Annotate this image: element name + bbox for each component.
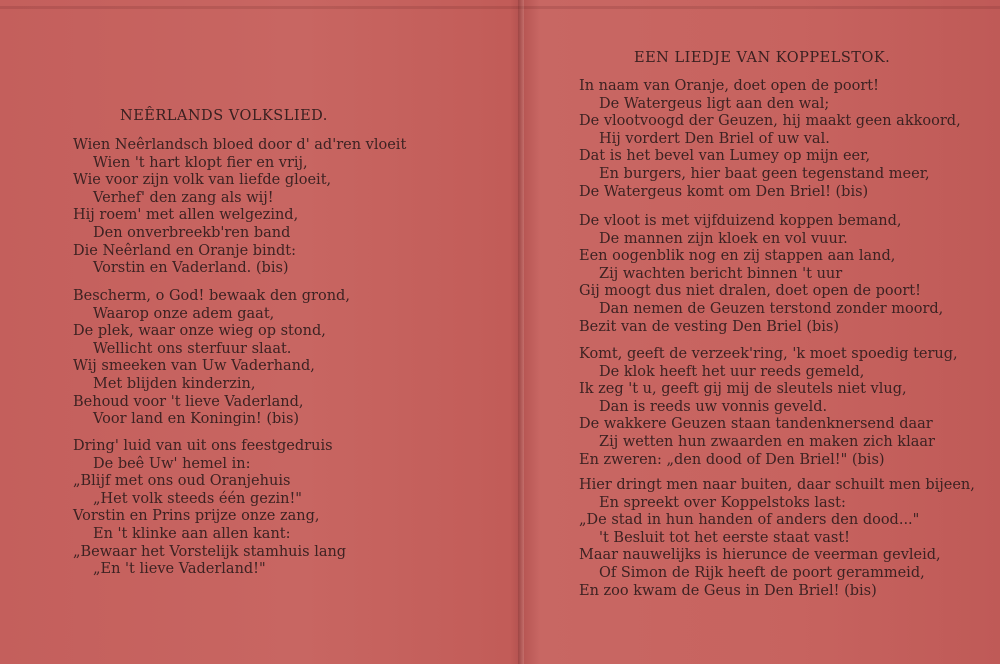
verse-line: De mannen zijn kloek en vol vuur.: [599, 230, 848, 247]
right-song-title: EEN LIEDJE VAN KOPPELSTOK.: [634, 50, 891, 66]
right-stanza-3: [579, 346, 958, 469]
verse-line: „En 't lieve Vaderland!": [93, 561, 266, 578]
verse-line: De Watergeus komt om Den Briel! (bis): [579, 183, 869, 200]
right-stanza-2: [579, 213, 943, 336]
verse-line: Den onverbreekb'ren band: [93, 224, 291, 241]
verse-line: Voor land en Koningin! (bis): [93, 411, 300, 428]
verse-line: Zij wachten bericht binnen 't uur: [599, 265, 843, 282]
verse-line: Behoud voor 't lieve Vaderland,: [73, 393, 304, 410]
verse-line: In naam van Oranje, doet open de poort!: [579, 78, 879, 94]
verse-line: Dring' luid van uit ons feestgedruis: [73, 438, 333, 454]
verse-line: En burgers, hier baat geen tegenstand meer,: [599, 165, 930, 182]
verse-line: Die Neêrland en Oranje bindt:: [73, 242, 297, 259]
verse-line: Bezit van de vesting Den Briel (bis): [579, 318, 839, 335]
verse-line: Of Simon de Rijk heeft de poort gerammeid,: [599, 564, 925, 581]
left-song-title: NEÊRLANDS VOLKSLIED.: [120, 108, 328, 124]
verse-line: De wakkere Geuzen staan tandenknersend daar: [579, 416, 933, 433]
verse-line: Wie voor zijn volk van liefde gloeit,: [73, 172, 332, 189]
verse-line: De plek, waar onze wieg op stond,: [73, 323, 326, 340]
verse-line: Dan is reeds uw vonnis geveld.: [599, 398, 828, 415]
verse-line: 't Besluit tot het eerste staat vast!: [599, 529, 850, 546]
left-stanza-2: [73, 288, 350, 429]
verse-line: Een oogenblik nog en zij stappen aan land,: [579, 248, 896, 265]
top-crease: [0, 6, 1000, 9]
verse-line: Vorstin en Prins prijze onze zang,: [73, 508, 320, 525]
verse-line: Zij wetten hun zwaarden en maken zich klaar: [599, 433, 935, 450]
verse-line: Met blijden kinderzin,: [93, 375, 256, 392]
verse-line: De klok heeft het uur reeds gemeld,: [599, 363, 865, 380]
verse-line: Wij smeeken van Uw Vaderhand,: [73, 358, 315, 375]
right-stanza-1: [579, 78, 961, 201]
verse-line: Hij roem' met allen welgezind,: [73, 207, 299, 224]
verse-line: De beê Uw' hemel in:: [93, 455, 251, 472]
verse-line: Ik zeg 't u, geeft gij mij de sleutels niet vlug,: [579, 381, 907, 398]
right-stanza-4: [579, 477, 975, 600]
center-fold: [518, 0, 524, 664]
verse-line: Dat is het bevel van Lumey op mijn eer,: [579, 148, 871, 165]
verse-line: Wien Neêrlandsch bloed door d' ad'ren vloeit: [73, 137, 407, 153]
left-stanza-1: [73, 137, 406, 278]
verse-line: De vloot is met vijfduizend koppen bemand,: [579, 213, 902, 229]
verse-line: Bescherm, o God! bewaak den grond,: [73, 288, 350, 304]
verse-line: Waarop onze adem gaat,: [93, 305, 275, 322]
verse-line: En spreekt over Koppelstoks last:: [599, 494, 846, 511]
verse-line: „Bewaar het Vorstelijk stamhuis lang: [73, 543, 347, 560]
verse-line: En zweren: „den dood of Den Briel!" (bis): [579, 451, 885, 468]
verse-line: Vorstin en Vaderland. (bis): [93, 260, 289, 277]
verse-line: „Blijf met ons oud Oranjehuis: [73, 473, 291, 490]
left-stanza-3: [73, 438, 346, 579]
verse-line: Wien 't hart klopt fier en vrij,: [93, 154, 308, 171]
verse-line: „Het volk steeds één gezin!": [93, 490, 302, 507]
verse-line: Verhef' den zang als wij!: [93, 189, 274, 206]
verse-line: Komt, geeft de verzeek'ring, 'k moet spoedig terug,: [579, 346, 958, 362]
verse-line: Dan nemen de Geuzen terstond zonder moord,: [599, 300, 944, 317]
verse-line: En 't klinke aan allen kant:: [93, 525, 291, 542]
verse-line: Hier dringt men naar buiten, daar schuilt men bijeen,: [579, 477, 975, 493]
verse-line: Hij vordert Den Briel of uw val.: [599, 130, 830, 147]
verse-line: En zoo kwam de Geus in Den Briel! (bis): [579, 582, 877, 599]
verse-line: Wellicht ons sterfuur slaat.: [93, 340, 292, 357]
verse-line: Maar nauwelijks is hierunce de veerman gevleid,: [579, 547, 941, 564]
verse-line: De Watergeus ligt aan den wal;: [599, 95, 830, 112]
verse-line: Gij moogt dus niet dralen, doet open de poort!: [579, 283, 921, 300]
verse-line: De vlootvoogd der Geuzen, hij maakt geen akkoord,: [579, 113, 961, 130]
verse-line: „De stad in hun handen of anders den dood...": [579, 512, 920, 529]
